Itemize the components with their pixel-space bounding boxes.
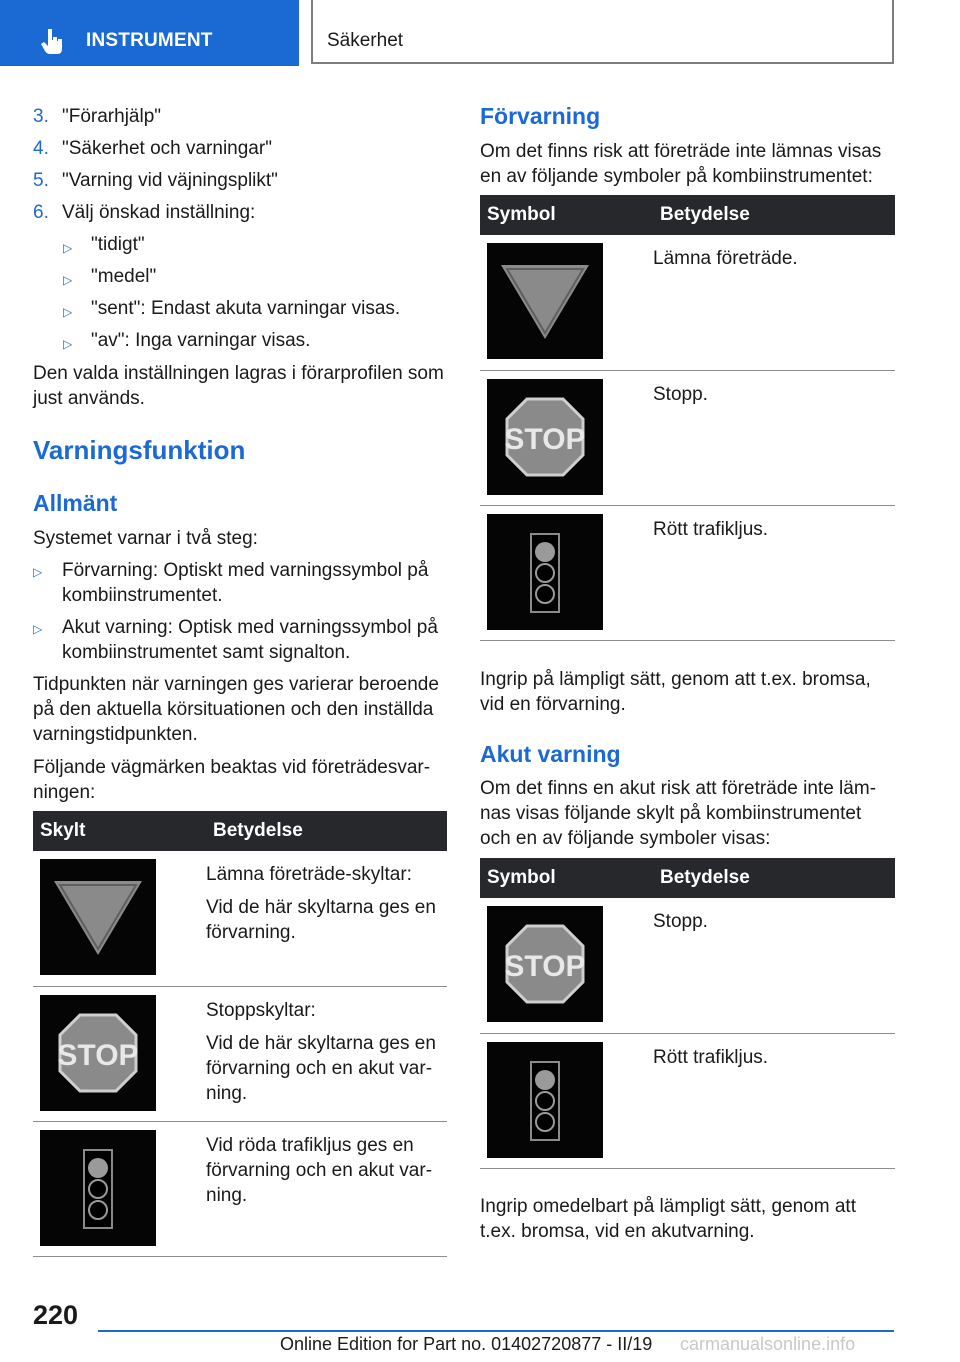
prewarning-intro: Om det finns risk att företräde inte lämnas visas en av följande symboler på kombiinstrumentet: xyxy=(480,141,882,187)
step-text: "Förarhjälp" xyxy=(62,106,162,127)
chapter-header xyxy=(311,0,894,64)
symbol-cell xyxy=(480,505,653,640)
meaning-line: Vid de här skyltarna ges en förvarning och en akut varning. xyxy=(206,1032,436,1104)
step-text: "Säkerhet och varningar" xyxy=(62,138,272,159)
stop-sign-icon xyxy=(487,379,603,495)
prewarning-heading: Förvarning xyxy=(480,103,601,129)
red-traffic-light-icon xyxy=(487,514,603,630)
acute-intro: Om det finns en akut risk att företräde inte lämnas visas följande skylt på kombiinstrumentet och en av följande symboler visas: xyxy=(480,778,877,849)
step-number: 3. xyxy=(33,106,49,127)
intro-text: Systemet varnar i två steg: xyxy=(33,528,258,549)
red-traffic-light-icon xyxy=(487,1042,603,1158)
table-header-col2: Betydelse xyxy=(653,858,895,898)
hand-pointer-icon xyxy=(38,26,68,56)
meaning-cell: Rött trafikljus. xyxy=(653,1033,895,1168)
symbol-cell xyxy=(480,898,653,1033)
bullet-triangle-icon: ▷ xyxy=(63,241,73,255)
meaning-line: Vid röda trafikljus ges en förvarning och en akut varning. xyxy=(206,1134,433,1206)
saved-note: Den valda inställningen lagras i förarprofilen som just används. xyxy=(33,363,444,409)
prewarning-table xyxy=(480,195,895,641)
meaning-line: Vid de här skyltarna ges en förvarning. xyxy=(206,897,436,943)
meaning-cell xyxy=(206,986,447,1121)
symbol-cell xyxy=(480,1033,653,1168)
table-row xyxy=(33,851,447,986)
step-text: Välj önskad inställning: xyxy=(62,202,256,223)
stop-sign-icon xyxy=(40,995,156,1111)
svg-text:STOP: STOP xyxy=(504,422,586,456)
symbol-cell xyxy=(480,370,653,505)
bullet-item xyxy=(33,615,447,667)
meaning-cell: Stopp. xyxy=(653,898,895,1033)
section-tab[interactable] xyxy=(0,0,299,66)
step-text: "Varning vid väjningsplikt" xyxy=(62,170,278,191)
meaning-cell xyxy=(206,851,447,986)
bullet-triangle-icon: ▷ xyxy=(33,565,43,579)
chapter-title: Säkerhet xyxy=(327,30,404,51)
step-number: 5. xyxy=(33,170,49,191)
subsection-heading: Allmänt xyxy=(33,490,118,516)
red-traffic-light-icon xyxy=(40,1130,156,1246)
table-header-col2: Betydelse xyxy=(653,195,895,235)
sign-cell xyxy=(33,851,206,986)
table-row xyxy=(33,1121,447,1256)
prewarning-action: Ingrip på lämpligt sätt, genom att t.ex. bromsa, vid en förvarning. xyxy=(480,669,871,715)
table-row xyxy=(33,986,447,1121)
acute-heading: Akut varning xyxy=(480,741,621,767)
table-header-col1: Symbol xyxy=(480,858,653,898)
table-row xyxy=(480,898,895,1033)
meaning-line: Stoppskyltar: xyxy=(206,999,316,1021)
acute-table xyxy=(480,858,895,1169)
table-row xyxy=(480,505,895,640)
meaning-cell: Rött trafikljus. xyxy=(653,505,895,640)
svg-text:STOP: STOP xyxy=(57,1038,139,1072)
bullet-text: Förvarning: Optiskt med varningssymbol på kombiinstrumentet. xyxy=(62,560,429,606)
table-header-col1: Skylt xyxy=(33,811,206,851)
acute-action: Ingrip omedelbart på lämpligt sätt, genom att t.ex. bromsa, vid en akutvarning. xyxy=(480,1196,856,1242)
yield-sign-icon xyxy=(487,243,603,359)
watermark: carmanualsonline.info xyxy=(680,1334,856,1354)
yield-sign-icon xyxy=(40,859,156,975)
edition-note: Online Edition for Part no. 01402720877 - II/19 xyxy=(280,1334,653,1354)
section-label: INSTRUMENT xyxy=(86,30,213,51)
bullet-triangle-icon: ▷ xyxy=(63,337,73,351)
table-header-col2: Betydelse xyxy=(206,811,447,851)
sign-cell xyxy=(33,1121,206,1256)
stop-sign-icon xyxy=(487,906,603,1022)
footer-divider xyxy=(98,1330,894,1332)
bullet-triangle-icon: ▷ xyxy=(63,273,73,287)
option-text: "av": Inga varningar visas. xyxy=(91,330,311,351)
table-header-col1: Symbol xyxy=(480,195,653,235)
bullet-triangle-icon: ▷ xyxy=(33,622,43,636)
option-text: "medel" xyxy=(91,266,157,287)
step-number: 6. xyxy=(33,202,49,223)
table-row xyxy=(480,235,895,370)
step-number: 4. xyxy=(33,138,49,159)
meaning-cell xyxy=(206,1121,447,1256)
bullet-text: Akut varning: Optisk med varningssymbol på kombiinstrumentet samt signalton. xyxy=(62,617,438,663)
meaning-cell: Stopp. xyxy=(653,370,895,505)
bullet-triangle-icon: ▷ xyxy=(63,305,73,319)
signs-table xyxy=(33,811,447,1257)
timing-paragraph: Tidpunkten när varningen ges varierar beroende på den aktuella körsituationen och den inställda varningstidpunkten. xyxy=(33,674,439,745)
symbol-cell xyxy=(480,235,653,370)
signs-paragraph: Följande vägmärken beaktas vid företrädesvarningen: xyxy=(33,757,431,803)
option-text: "sent": Endast akuta varningar visas. xyxy=(91,298,401,319)
svg-text:STOP: STOP xyxy=(504,950,586,983)
section-heading: Varningsfunktion xyxy=(33,435,246,465)
bullet-item xyxy=(33,558,447,610)
table-row xyxy=(480,1033,895,1168)
table-row xyxy=(480,370,895,505)
sign-cell xyxy=(33,986,206,1121)
meaning-line: Lämna företräde-skyltar: xyxy=(206,864,412,885)
page-number: 220 xyxy=(33,1300,79,1330)
meaning-cell: Lämna företräde. xyxy=(653,235,895,370)
option-text: "tidigt" xyxy=(91,234,145,255)
